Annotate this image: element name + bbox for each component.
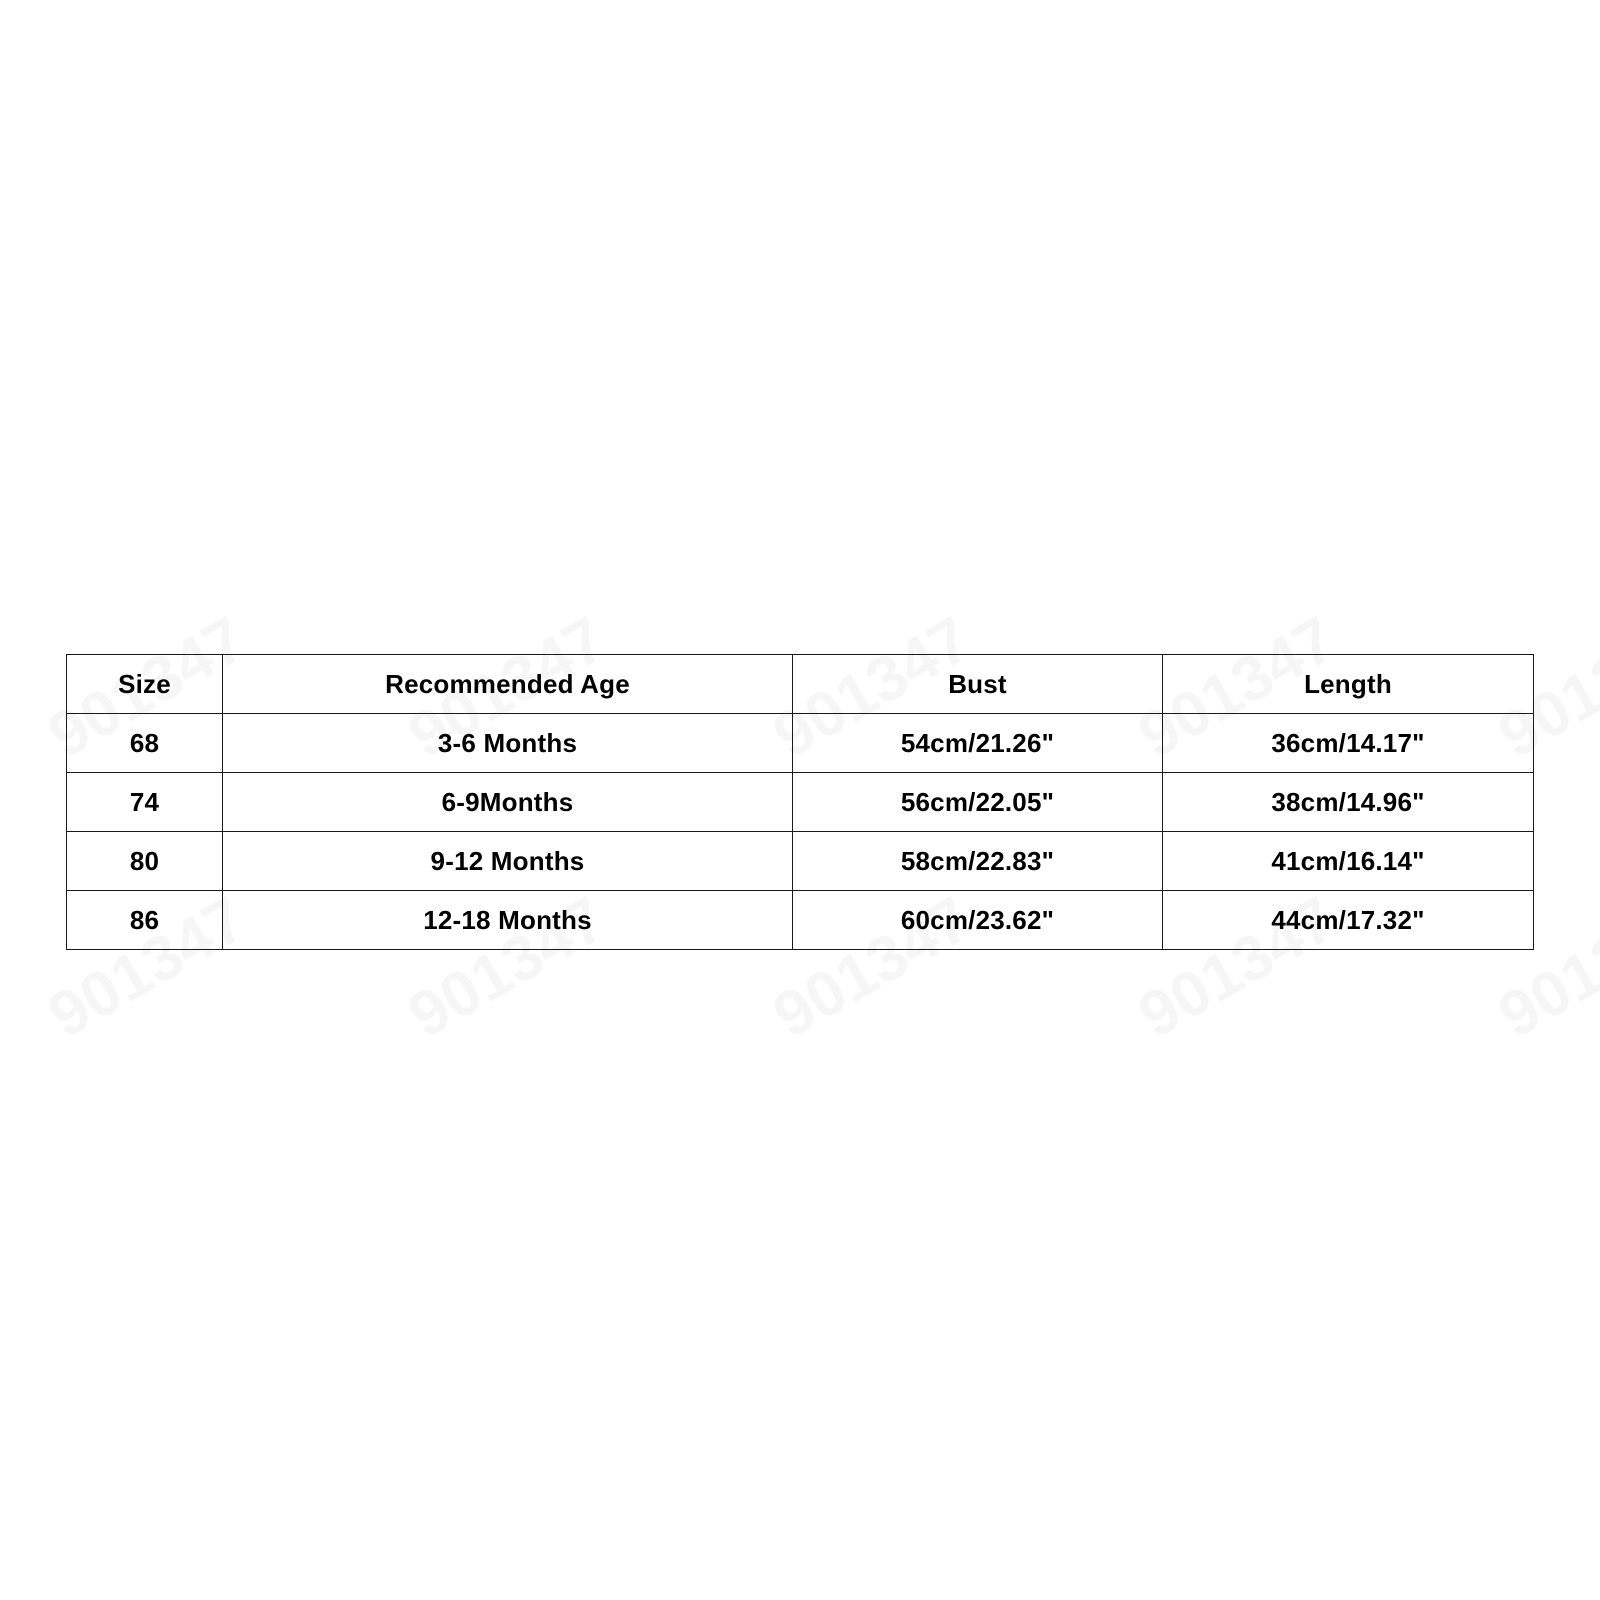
- bust-cell: 54cm/21.26": [793, 714, 1163, 773]
- length-cell: 38cm/14.96": [1163, 773, 1534, 832]
- age-cell: 6-9Months: [223, 773, 793, 832]
- size-cell: 86: [67, 891, 223, 950]
- bust-cell: 60cm/23.62": [793, 891, 1163, 950]
- header-bust: Bust: [793, 655, 1163, 714]
- header-size: Size: [67, 655, 223, 714]
- table-row: [67, 714, 1534, 773]
- age-cell: 12-18 Months: [223, 891, 793, 950]
- bust-cell: 58cm/22.83": [793, 832, 1163, 891]
- length-cell: 41cm/16.14": [1163, 832, 1534, 891]
- table-header-row: [67, 655, 1534, 714]
- header-recommended-age: Recommended Age: [223, 655, 793, 714]
- bust-cell: 56cm/22.05": [793, 773, 1163, 832]
- header-length: Length: [1163, 655, 1534, 714]
- table-row: [67, 832, 1534, 891]
- size-cell: 80: [67, 832, 223, 891]
- size-chart-table: [66, 654, 1534, 950]
- age-cell: 9-12 Months: [223, 832, 793, 891]
- table-row: [67, 773, 1534, 832]
- table-row: [67, 891, 1534, 950]
- size-cell: 74: [67, 773, 223, 832]
- length-cell: 36cm/14.17": [1163, 714, 1534, 773]
- length-cell: 44cm/17.32": [1163, 891, 1534, 950]
- age-cell: 3-6 Months: [223, 714, 793, 773]
- size-cell: 68: [67, 714, 223, 773]
